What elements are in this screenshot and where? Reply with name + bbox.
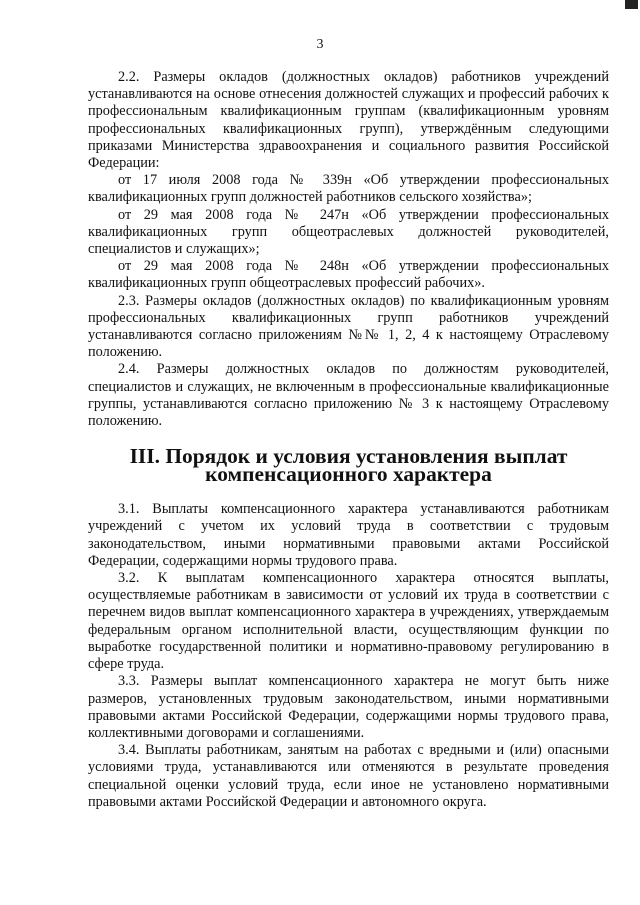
document-body [88, 69, 609, 811]
section-3-heading [88, 444, 609, 486]
paragraph-2-2: 2.2. Размеры окладов (должностных окладов) работников учреждений устанавливаются на основе отнесения должностей служащих и профессий рабочих к профессиональным квалификационным группам (квалификационным уровням профессиональных квалификационных групп), утверждённым следующими приказами Министерства здравоохранения и социального развития Российской Федерации: [88, 69, 609, 172]
section-3-heading-line1: III. Порядок и условия установления выплат [129, 444, 568, 469]
scan-corner-mark [625, 0, 638, 9]
order-247n: от 29 мая 2008 года № 247н «Об утверждении профессиональных квалификационных групп общеотраслевых должностей руководителей, специалистов и служащих»; [88, 206, 609, 258]
order-248n: от 29 мая 2008 года № 248н «Об утверждении профессиональных квалификационных групп общеотраслевых профессий рабочих». [88, 258, 609, 292]
paragraph-3-1: 3.1. Выплаты компенсационного характера устанавливаются работникам учреждений с учетом их условий труда в соответствии с трудовым законодательством, иными нормативными правовыми актами Российской Федерации, содержащими нормы трудового права. [88, 501, 609, 569]
paragraph-2-3: 2.3. Размеры окладов (должностных окладов) по квалификационным уровням профессиональных квалификационных групп работников учреждений устанавливаются согласно приложениям №№ 1, 2, 4 к настоящему Отраслевому положению. [88, 292, 609, 361]
page-number: 3 [316, 37, 324, 52]
paragraph-2-4: 2.4. Размеры должностных окладов по должностям руководителей, специалистов и служащих, не включенным в профессиональные квалификационные группы, устанавливаются согласно приложению № 3 к настоящему Отраслевому положению. [88, 361, 609, 430]
section-3-heading-line2: компенсационного характера [205, 461, 492, 486]
paragraph-3-2: 3.2. К выплатам компенсационного характера относятся выплаты, осуществляемые работникам в зависимости от условий их труда в соответствии с перечнем видов выплат компенсационного характера в учреждениях, утверждаемым федеральным органом исполнительной власти, осуществляющим функции по выработке государственной политики и нормативно-правовому регулированию в сфере труда. [88, 570, 609, 673]
paragraph-3-4: 3.4. Выплаты работникам, занятым на работах с вредными и (или) опасными условиями труда, устанавливаются или отменяются в результате проведения специальной оценки условий труда, если иное не установлено нормативными правовыми актами Российской Федерации и автономного округа. [88, 742, 609, 810]
paragraph-3-3: 3.3. Размеры выплат компенсационного характера не могут быть ниже размеров, установленных трудовым законодательством, иными нормативными правовыми актами Российской Федерации, содержащими нормы трудового права, коллективными договорами и соглашениями. [88, 673, 609, 741]
order-339n: от 17 июля 2008 года № 339н «Об утверждении профессиональных квалификационных групп должностей работников сельского хозяйства»; [88, 172, 609, 206]
